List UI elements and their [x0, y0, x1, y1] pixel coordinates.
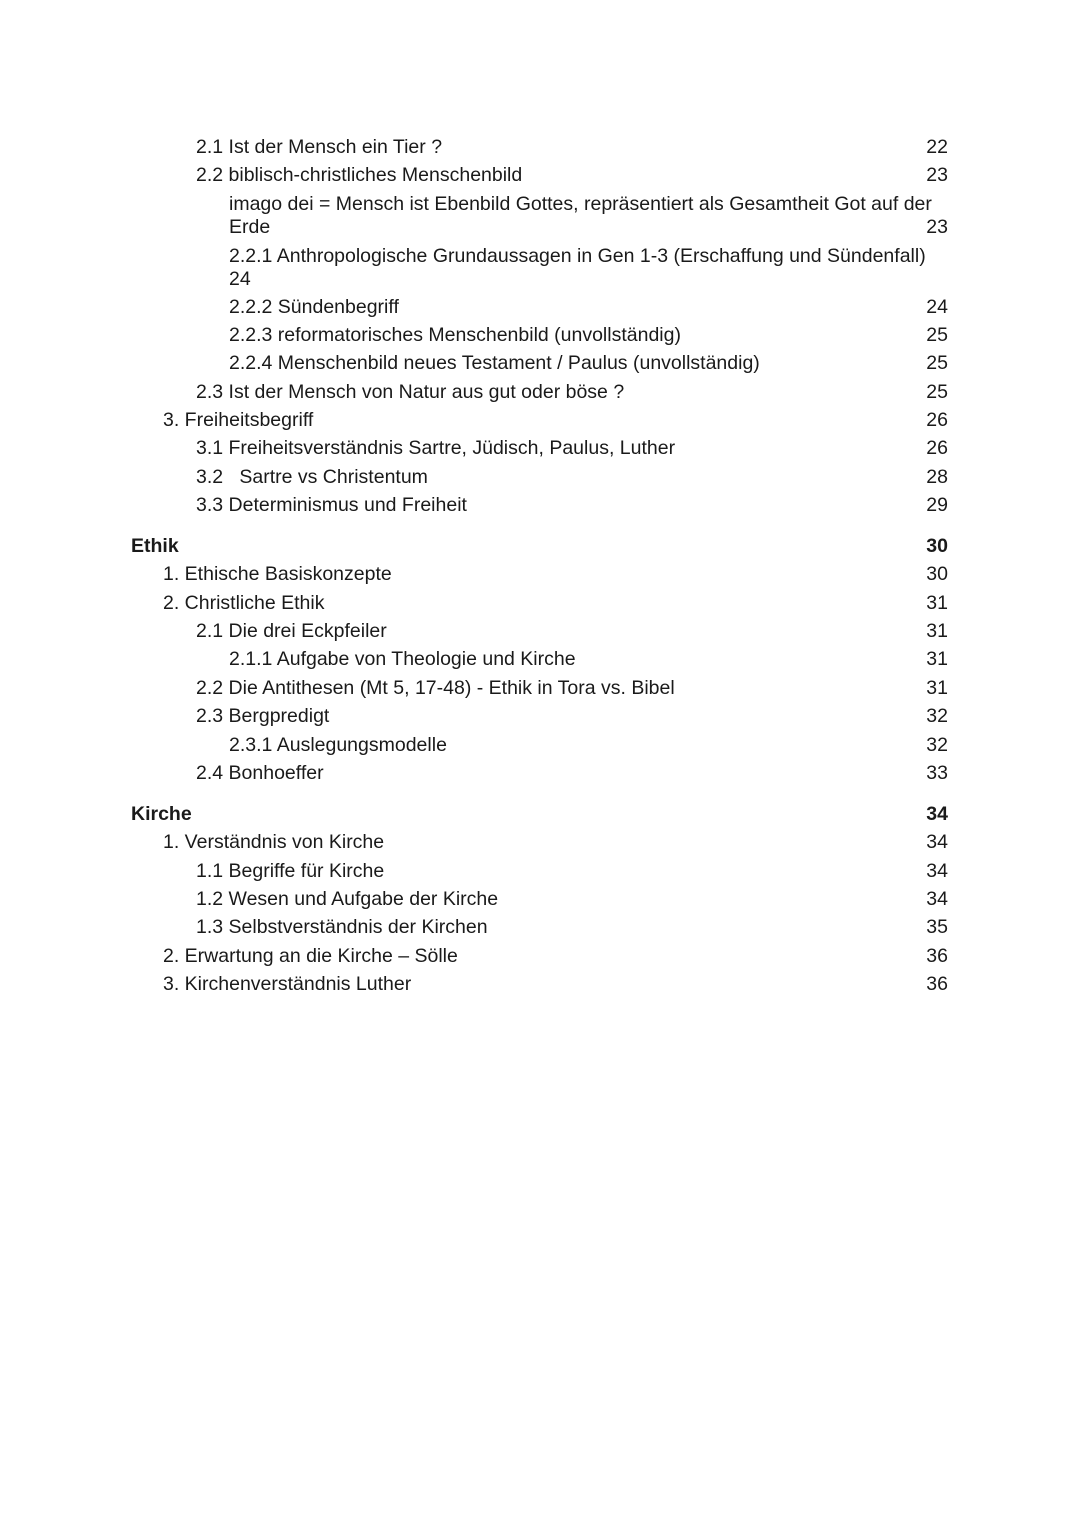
toc-entry-title: 2.1 Ist der Mensch ein Tier ? [196, 136, 443, 158]
toc-entry-page: 24 [229, 268, 251, 290]
toc-entry-title: 2.3 Ist der Mensch von Natur aus gut oder böse ? [196, 381, 625, 403]
toc-entry-title-line: Erde [229, 216, 271, 238]
toc-entry-page: 34 [926, 831, 948, 853]
toc-entry-page: 25 [926, 324, 948, 346]
toc-entry-page: 29 [926, 494, 948, 516]
toc-entry-title: 3. Kirchenverständnis Luther [163, 973, 412, 995]
toc-entry-title: 1. Ethische Basiskonzepte [163, 563, 392, 585]
toc-entry-page: 36 [926, 973, 948, 995]
toc-entry-page: 34 [926, 860, 948, 882]
toc-chapter-page: 30 [926, 535, 948, 557]
toc-entry-page: 23 [926, 164, 948, 186]
toc-entry-title: 2.2.4 Menschenbild neues Testament / Paulus (unvollständig) [229, 352, 760, 374]
toc-entry-title: 2. Erwartung an die Kirche – Sölle [163, 945, 458, 967]
toc-entry-page: 35 [926, 916, 948, 938]
toc-entry-page: 32 [926, 734, 948, 756]
toc-entry-title: 2.3.1 Auslegungsmodelle [229, 734, 447, 756]
toc-entry-title-line: imago dei = Mensch ist Ebenbild Gottes, repräsentiert als Gesamtheit Got auf der [229, 193, 932, 215]
toc-entry-title-line: 2.2.1 Anthropologische Grundaussagen in Gen 1-3 (Erschaffung und Sündenfall) [229, 245, 926, 267]
toc-entry-page: 23 [926, 216, 948, 238]
toc-entry-page: 31 [926, 592, 948, 614]
toc-entry-title: 2.1.1 Aufgabe von Theologie und Kirche [229, 648, 576, 670]
toc-entry-title: 2.3 Bergpredigt [196, 705, 330, 727]
toc-entry-title: 3. Freiheitsbegriff [163, 409, 314, 431]
toc-entry-page: 25 [926, 352, 948, 374]
toc-entry-page: 26 [926, 409, 948, 431]
toc-entry-page: 25 [926, 381, 948, 403]
toc-entry-title: 2. Christliche Ethik [163, 592, 325, 614]
toc-entry-title: 3.3 Determinismus und Freiheit [196, 494, 467, 516]
toc-entry-page: 30 [926, 563, 948, 585]
toc-entry-page: 34 [926, 888, 948, 910]
toc-entry-page: 24 [926, 296, 948, 318]
toc-entry-page: 33 [926, 762, 948, 784]
toc-chapter-page: 34 [926, 803, 948, 825]
toc-entry-title: 2.4 Bonhoeffer [196, 762, 324, 784]
toc-chapter-title: Kirche [131, 803, 192, 825]
toc-entry-title: 2.2.2 Sündenbegriff [229, 296, 399, 318]
toc-entry-title: 2.1 Die drei Eckpfeiler [196, 620, 387, 642]
toc-entry-page: 28 [926, 466, 948, 488]
toc-entry-page: 26 [926, 437, 948, 459]
toc-entry-title: 1.3 Selbstverständnis der Kirchen [196, 916, 488, 938]
toc-chapter-title: Ethik [131, 535, 179, 557]
toc-entry-title: 2.2 biblisch-christliches Menschenbild [196, 164, 523, 186]
toc-entry-title: 3.2 Sartre vs Christentum [196, 466, 428, 488]
toc-entry-title: 2.2 Die Antithesen (Mt 5, 17-48) - Ethik in Tora vs. Bibel [196, 677, 675, 699]
toc-entry-page: 32 [926, 705, 948, 727]
toc-entry-title: 3.1 Freiheitsverständnis Sartre, Jüdisch, Paulus, Luther [196, 437, 676, 459]
toc-entry-title: 1.1 Begriffe für Kirche [196, 860, 385, 882]
toc-entry-page: 31 [926, 648, 948, 670]
toc-entry-page: 31 [926, 677, 948, 699]
toc-entry-page: 22 [926, 136, 948, 158]
toc-entry-page: 31 [926, 620, 948, 642]
toc-entry-page: 36 [926, 945, 948, 967]
toc-entry-title: 1.2 Wesen und Aufgabe der Kirche [196, 888, 499, 910]
toc-entry-title: 1. Verständnis von Kirche [163, 831, 385, 853]
toc-entry-title: 2.2.3 reformatorisches Menschenbild (unvollständig) [229, 324, 681, 346]
